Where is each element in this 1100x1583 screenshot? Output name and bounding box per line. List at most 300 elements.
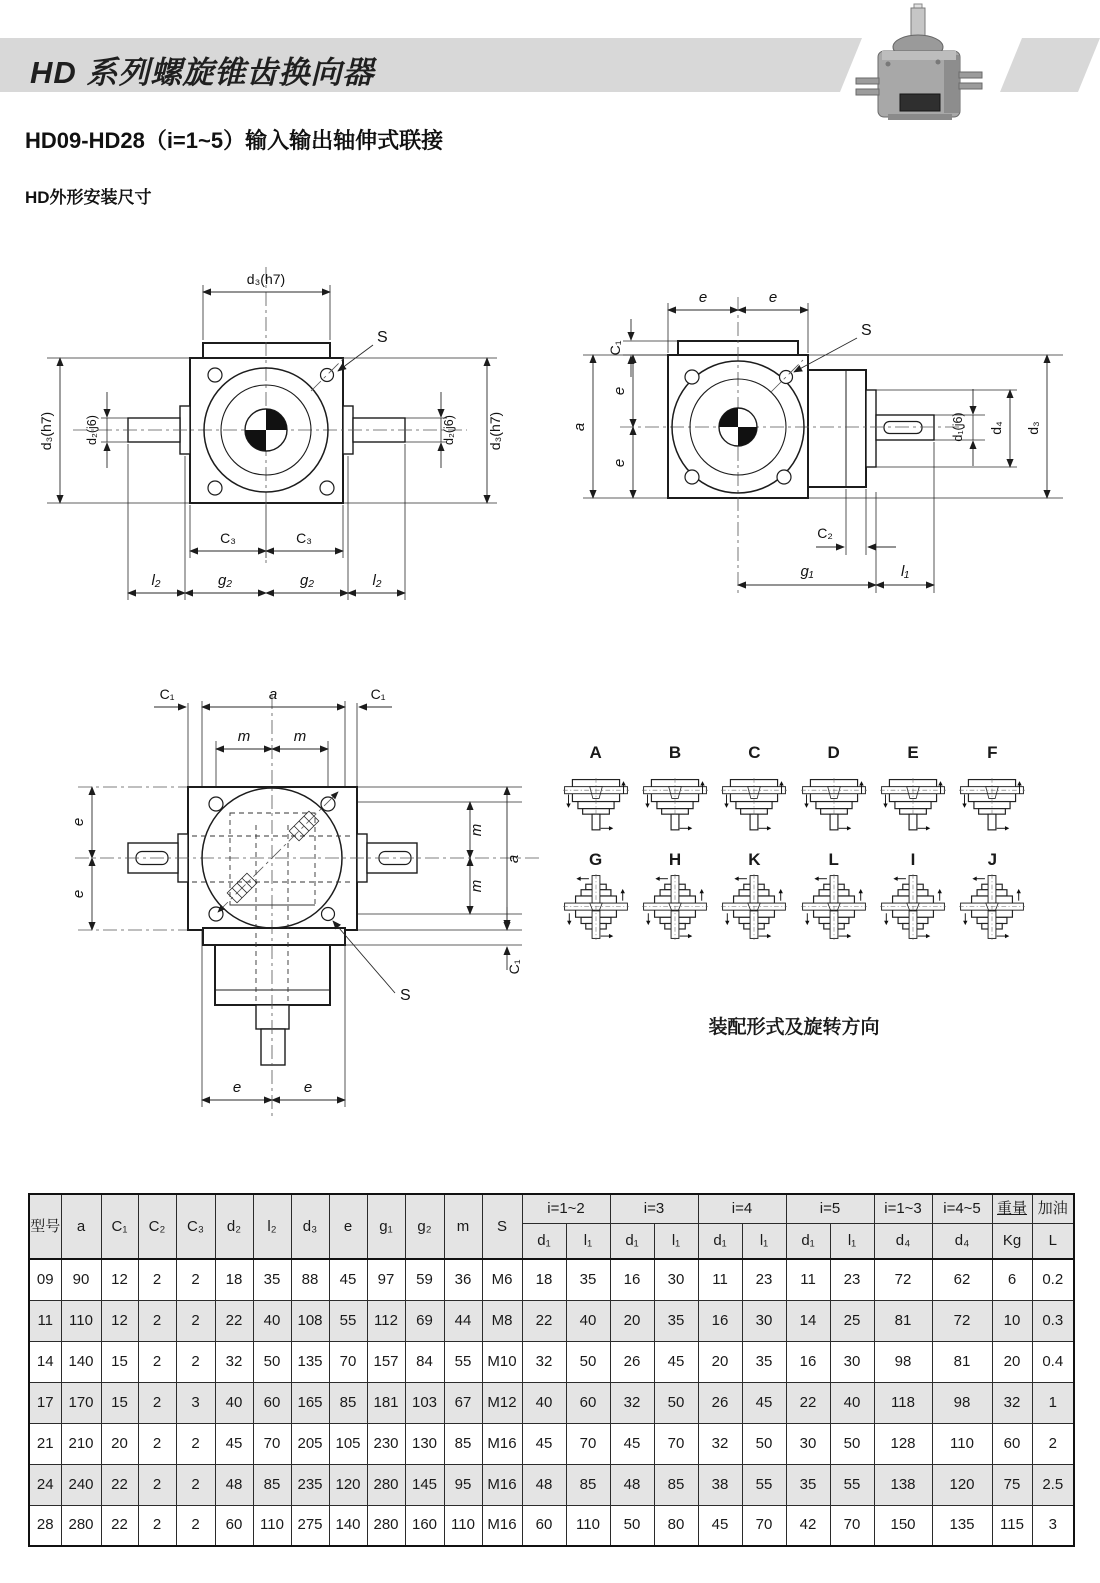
- table-cell: 80: [654, 1505, 698, 1546]
- assembly-letter: B: [668, 743, 682, 762]
- assembly-cell-I: [880, 849, 946, 944]
- table-cell: 32: [698, 1423, 742, 1464]
- assembly-letter: K: [748, 850, 761, 869]
- assembly-cell-D: [801, 742, 867, 837]
- table-cell: 40: [566, 1300, 610, 1341]
- table-cell: 44: [444, 1300, 482, 1341]
- dim-label-c1-top-left: C₁: [159, 686, 175, 702]
- table-cell: 18: [215, 1259, 253, 1300]
- table-cell: 60: [566, 1382, 610, 1423]
- dim-label-l1: l₁: [900, 563, 910, 580]
- col-header: m: [444, 1194, 482, 1259]
- table-row: [29, 1505, 1074, 1546]
- sub-header: d₁: [522, 1224, 566, 1260]
- table-cell: 11: [786, 1259, 830, 1300]
- dim-label-d4: d₄: [988, 421, 1004, 435]
- section-label: HD外形安装尺寸: [25, 188, 152, 207]
- table-cell: 2: [1032, 1423, 1074, 1464]
- table-cell: 2: [176, 1464, 215, 1505]
- assembly-letter: E: [907, 743, 919, 762]
- table-cell: 17: [29, 1382, 61, 1423]
- table-cell: 32: [992, 1382, 1032, 1423]
- assembly-cell-E: [880, 742, 946, 837]
- assembly-schematic: [801, 763, 867, 837]
- dim-label-d3-left: d₃(h7): [38, 411, 54, 451]
- assembly-grid: [556, 742, 1032, 944]
- table-cell: 15: [101, 1382, 138, 1423]
- table-cell: 48: [215, 1464, 253, 1505]
- assembly-letter: A: [589, 743, 602, 762]
- table-cell: 48: [522, 1464, 566, 1505]
- assembly-schematic: [959, 763, 1025, 837]
- table-cell: 85: [654, 1464, 698, 1505]
- assembly-letter: C: [748, 743, 761, 762]
- table-cell: 18: [522, 1259, 566, 1300]
- dim-label-l2-right: l₂: [372, 572, 382, 589]
- table-cell: 62: [932, 1259, 992, 1300]
- assembly-letter: F: [987, 743, 998, 762]
- table-cell: 55: [830, 1464, 874, 1505]
- sub-header: l₁: [830, 1224, 874, 1260]
- sub-header: d₁: [610, 1224, 654, 1260]
- table-cell: 3: [1032, 1505, 1074, 1546]
- dim-label-plug: S: [377, 329, 388, 346]
- table-cell: 98: [932, 1382, 992, 1423]
- dim-label-c3-right: C₃: [296, 530, 312, 546]
- dim-label-plug: S: [400, 987, 411, 1004]
- table-cell: 90: [61, 1259, 101, 1300]
- table-cell: 69: [405, 1300, 444, 1341]
- assembly-cell-A: [563, 742, 629, 837]
- dim-label-d3: d₃: [1025, 421, 1041, 435]
- dim-label-e-left-upper: e: [611, 386, 628, 396]
- spec-table: [28, 1193, 1075, 1547]
- dim-label-d1: d₁(j6): [951, 412, 965, 442]
- table-cell: 85: [253, 1464, 291, 1505]
- col-header: C₂: [138, 1194, 176, 1259]
- table-cell: 85: [329, 1382, 367, 1423]
- table-cell: 35: [654, 1300, 698, 1341]
- dim-label-e-bottom-left: e: [232, 1079, 242, 1096]
- table-row: [29, 1259, 1074, 1300]
- table-cell: M6: [482, 1259, 522, 1300]
- group-header: i=3: [610, 1194, 698, 1224]
- table-cell: 0.3: [1032, 1300, 1074, 1341]
- table-cell: 0.2: [1032, 1259, 1074, 1300]
- table-cell: 110: [61, 1300, 101, 1341]
- col-header: e: [329, 1194, 367, 1259]
- side-view-drawing: [565, 245, 1095, 617]
- assembly-cell-F: [959, 742, 1025, 837]
- table-cell: 85: [444, 1423, 482, 1464]
- table-cell: 140: [61, 1341, 101, 1382]
- table-cell: 14: [786, 1300, 830, 1341]
- group-header: i=4~5: [932, 1194, 992, 1224]
- table-cell: 2: [176, 1423, 215, 1464]
- table-cell: 115: [992, 1505, 1032, 1546]
- table-cell: 72: [874, 1259, 932, 1300]
- table-cell: 2: [176, 1505, 215, 1546]
- table-cell: 72: [932, 1300, 992, 1341]
- table-cell: 81: [932, 1341, 992, 1382]
- table-cell: 2: [176, 1341, 215, 1382]
- table-cell: 20: [101, 1423, 138, 1464]
- table-cell: 16: [698, 1300, 742, 1341]
- assembly-schematic: [563, 763, 629, 837]
- product-photo: [848, 2, 993, 128]
- table-cell: 2: [138, 1259, 176, 1300]
- table-cell: 110: [566, 1505, 610, 1546]
- table-cell: 70: [566, 1423, 610, 1464]
- table-cell: 22: [786, 1382, 830, 1423]
- table-cell: 2: [176, 1300, 215, 1341]
- table-cell: 135: [932, 1505, 992, 1546]
- table-cell: 45: [654, 1341, 698, 1382]
- table-cell: 50: [654, 1382, 698, 1423]
- table-cell: 30: [742, 1300, 786, 1341]
- assembly-schematic: [642, 763, 708, 837]
- dim-label-plug: S: [861, 322, 872, 339]
- sub-header: l₁: [566, 1224, 610, 1260]
- table-cell: 32: [522, 1341, 566, 1382]
- table-cell: 181: [367, 1382, 405, 1423]
- table-cell: 22: [101, 1464, 138, 1505]
- assembly-cell-C: [721, 742, 787, 837]
- table-row: [29, 1464, 1074, 1505]
- table-row: [29, 1382, 1074, 1423]
- table-cell: 16: [610, 1259, 654, 1300]
- table-cell: M16: [482, 1423, 522, 1464]
- assembly-letter: D: [827, 743, 840, 762]
- table-cell: M12: [482, 1382, 522, 1423]
- table-cell: 45: [522, 1423, 566, 1464]
- table-cell: 30: [830, 1341, 874, 1382]
- assembly-schematic: [801, 870, 867, 944]
- front-view-drawing: [35, 245, 540, 615]
- table-cell: 20: [698, 1341, 742, 1382]
- table-cell: 12: [101, 1300, 138, 1341]
- assembly-schematic: [959, 870, 1025, 944]
- table-cell: 22: [101, 1505, 138, 1546]
- table-cell: 150: [874, 1505, 932, 1546]
- table-cell: 3: [176, 1382, 215, 1423]
- col-header: S: [482, 1194, 522, 1259]
- table-cell: 55: [444, 1341, 482, 1382]
- col-header: g₁: [367, 1194, 405, 1259]
- table-cell: 35: [786, 1464, 830, 1505]
- table-cell: 0.4: [1032, 1341, 1074, 1382]
- table-cell: 36: [444, 1259, 482, 1300]
- assembly-cell-H: [642, 849, 708, 944]
- table-cell: 105: [329, 1423, 367, 1464]
- assembly-schematic: [880, 763, 946, 837]
- col-header: C₃: [176, 1194, 215, 1259]
- assembly-cell-L: [801, 849, 867, 944]
- table-cell: 59: [405, 1259, 444, 1300]
- sub-header: d₄: [874, 1224, 932, 1260]
- table-cell: 2: [176, 1259, 215, 1300]
- dim-label-d3-right: d₃(h7): [487, 411, 503, 451]
- dim-label-m-right-upper: m: [468, 823, 485, 837]
- assembly-letter: G: [589, 850, 603, 869]
- table-cell: 170: [61, 1382, 101, 1423]
- dim-label-m-top-right: m: [293, 728, 307, 745]
- table-cell: 84: [405, 1341, 444, 1382]
- table-cell: M8: [482, 1300, 522, 1341]
- table-cell: 09: [29, 1259, 61, 1300]
- table-cell: 24: [29, 1464, 61, 1505]
- table-cell: 88: [291, 1259, 329, 1300]
- table-cell: 205: [291, 1423, 329, 1464]
- table-cell: 67: [444, 1382, 482, 1423]
- table-cell: 28: [29, 1505, 61, 1546]
- group-header: i=5: [786, 1194, 874, 1224]
- group-header: i=4: [698, 1194, 786, 1224]
- assembly-cell-K: [721, 849, 787, 944]
- table-cell: 40: [253, 1300, 291, 1341]
- table-cell: 145: [405, 1464, 444, 1505]
- table-cell: 240: [61, 1464, 101, 1505]
- table-cell: 35: [742, 1341, 786, 1382]
- col-header: 型号: [29, 1194, 61, 1259]
- table-cell: 45: [610, 1423, 654, 1464]
- assembly-caption: 装配形式及旋转方向: [708, 1017, 880, 1038]
- table-cell: M16: [482, 1464, 522, 1505]
- dim-label-m-right-lower: m: [468, 879, 485, 893]
- col-header: a: [61, 1194, 101, 1259]
- table-cell: 165: [291, 1382, 329, 1423]
- table-cell: 6: [992, 1259, 1032, 1300]
- sub-header: L: [1032, 1224, 1074, 1260]
- dim-label-e-top-right: e: [768, 289, 778, 306]
- table-cell: 2: [138, 1464, 176, 1505]
- col-header: l₂: [253, 1194, 291, 1259]
- table-row: [29, 1341, 1074, 1382]
- group-header: 加油: [1032, 1194, 1074, 1224]
- assembly-letter: J: [987, 850, 998, 869]
- gearbox-body: [128, 787, 417, 1065]
- table-cell: 55: [742, 1464, 786, 1505]
- table-cell: 45: [215, 1423, 253, 1464]
- table-cell: 160: [405, 1505, 444, 1546]
- table-cell: 110: [932, 1423, 992, 1464]
- table-cell: 23: [742, 1259, 786, 1300]
- table-cell: M10: [482, 1341, 522, 1382]
- table-cell: 10: [992, 1300, 1032, 1341]
- sub-header: d₁: [786, 1224, 830, 1260]
- table-cell: 118: [874, 1382, 932, 1423]
- table-cell: 60: [522, 1505, 566, 1546]
- col-header: d₂: [215, 1194, 253, 1259]
- table-cell: 14: [29, 1341, 61, 1382]
- table-row: [29, 1300, 1074, 1341]
- table-cell: 103: [405, 1382, 444, 1423]
- table-cell: 130: [405, 1423, 444, 1464]
- table-cell: 50: [253, 1341, 291, 1382]
- sub-header: l₁: [654, 1224, 698, 1260]
- table-cell: 138: [874, 1464, 932, 1505]
- assembly-schematic: [642, 870, 708, 944]
- dim-label-a-right: a: [505, 854, 522, 864]
- table-cell: 85: [566, 1464, 610, 1505]
- table-cell: 22: [215, 1300, 253, 1341]
- table-cell: 45: [742, 1382, 786, 1423]
- table-cell: 1: [1032, 1382, 1074, 1423]
- table-cell: 12: [101, 1259, 138, 1300]
- table-cell: 2: [138, 1341, 176, 1382]
- assembly-schematic: [721, 763, 787, 837]
- table-cell: 32: [610, 1382, 654, 1423]
- table-cell: 140: [329, 1505, 367, 1546]
- table-row: [29, 1423, 1074, 1464]
- assembly-cell-J: [959, 849, 1025, 944]
- assembly-letter: L: [828, 850, 839, 869]
- table-cell: 60: [992, 1423, 1032, 1464]
- table-cell: 11: [698, 1259, 742, 1300]
- oil-plug: [322, 908, 335, 921]
- table-cell: 157: [367, 1341, 405, 1382]
- sub-header: d₄: [932, 1224, 992, 1260]
- table-cell: 95: [444, 1464, 482, 1505]
- table-cell: 20: [992, 1341, 1032, 1382]
- table-cell: 70: [830, 1505, 874, 1546]
- table-cell: 2.5: [1032, 1464, 1074, 1505]
- table-cell: 50: [566, 1341, 610, 1382]
- table-cell: 120: [329, 1464, 367, 1505]
- dim-label-e-left-lower: e: [611, 458, 628, 468]
- table-cell: 2: [138, 1505, 176, 1546]
- table-cell: 235: [291, 1464, 329, 1505]
- table-cell: 280: [367, 1464, 405, 1505]
- table-cell: 110: [444, 1505, 482, 1546]
- dim-label-g1: g₁: [800, 563, 814, 580]
- table-cell: 30: [786, 1423, 830, 1464]
- table-cell: 42: [786, 1505, 830, 1546]
- table-cell: 2: [138, 1382, 176, 1423]
- assembly-cell-G: [563, 849, 629, 944]
- assembly-cell-B: [642, 742, 708, 837]
- dim-label-d3-top: d₃(h7): [246, 271, 286, 287]
- table-cell: 25: [830, 1300, 874, 1341]
- dim-label-a-top: a: [268, 686, 278, 703]
- sub-header: l₁: [742, 1224, 786, 1260]
- three-shaft-view-drawing: [70, 655, 550, 1123]
- table-cell: 230: [367, 1423, 405, 1464]
- dim-label-l2-left: l₂: [151, 572, 161, 589]
- table-cell: 75: [992, 1464, 1032, 1505]
- assembly-letter: I: [910, 850, 916, 869]
- table-cell: 48: [610, 1464, 654, 1505]
- assembly-letter: H: [668, 850, 682, 869]
- table-cell: 45: [329, 1259, 367, 1300]
- assembly-schematic: [880, 870, 946, 944]
- table-cell: 32: [215, 1341, 253, 1382]
- assembly-schematic: [721, 870, 787, 944]
- table-cell: 35: [566, 1259, 610, 1300]
- table-cell: 40: [830, 1382, 874, 1423]
- dim-label-e-bottom-right: e: [303, 1079, 313, 1096]
- table-cell: 21: [29, 1423, 61, 1464]
- col-header: g₂: [405, 1194, 444, 1259]
- table-cell: 26: [610, 1341, 654, 1382]
- table-cell: 110: [253, 1505, 291, 1546]
- table-cell: 15: [101, 1341, 138, 1382]
- table-cell: 81: [874, 1300, 932, 1341]
- dim-label-d2-right: d₂(j6): [442, 415, 456, 445]
- dim-label-e-left-lower: e: [70, 889, 87, 899]
- table-cell: 128: [874, 1423, 932, 1464]
- table-cell: 98: [874, 1341, 932, 1382]
- dim-label-a: a: [571, 422, 588, 432]
- dim-label-c1-top-right: C₁: [370, 686, 386, 702]
- table-cell: 50: [610, 1505, 654, 1546]
- table-cell: 22: [522, 1300, 566, 1341]
- table-cell: 280: [61, 1505, 101, 1546]
- dim-label-e-top-left: e: [698, 289, 708, 306]
- dim-label-g2-left: g₂: [217, 572, 233, 589]
- group-header: i=1~3: [874, 1194, 932, 1224]
- table-cell: 20: [610, 1300, 654, 1341]
- dim-label-e-left-upper: e: [70, 817, 87, 827]
- col-header: d₃: [291, 1194, 329, 1259]
- dim-label-c1-right-bottom: C₁: [506, 959, 522, 975]
- sub-header: Kg: [992, 1224, 1032, 1260]
- table-cell: 280: [367, 1505, 405, 1546]
- subtitle: HD09-HD28（i=1~5）输入输出轴伸式联接: [25, 128, 444, 153]
- sub-header: d₁: [698, 1224, 742, 1260]
- table-cell: 23: [830, 1259, 874, 1300]
- table-cell: 210: [61, 1423, 101, 1464]
- table-cell: 275: [291, 1505, 329, 1546]
- table-cell: 97: [367, 1259, 405, 1300]
- table-cell: M16: [482, 1505, 522, 1546]
- table-cell: 40: [215, 1382, 253, 1423]
- dim-label-g2-right: g₂: [299, 572, 315, 589]
- table-cell: 112: [367, 1300, 405, 1341]
- table-cell: 38: [698, 1464, 742, 1505]
- table-cell: 35: [253, 1259, 291, 1300]
- table-cell: 135: [291, 1341, 329, 1382]
- table-cell: 70: [654, 1423, 698, 1464]
- table-cell: 55: [329, 1300, 367, 1341]
- dim-label-c1: C₁: [607, 340, 623, 356]
- table-cell: 70: [329, 1341, 367, 1382]
- table-cell: 60: [253, 1382, 291, 1423]
- table-cell: 2: [138, 1300, 176, 1341]
- group-header: i=1~2: [522, 1194, 610, 1224]
- dim-label-c2: C₂: [817, 525, 833, 541]
- group-header: 重量: [992, 1194, 1032, 1224]
- table-cell: 108: [291, 1300, 329, 1341]
- header-banner-accent: [1000, 38, 1100, 92]
- table-cell: 26: [698, 1382, 742, 1423]
- dim-label-m-top-left: m: [237, 728, 251, 745]
- table-cell: 120: [932, 1464, 992, 1505]
- page-title: HD 系列螺旋锥齿换向器: [30, 55, 375, 90]
- table-cell: 40: [522, 1382, 566, 1423]
- assembly-schematic: [563, 870, 629, 944]
- table-cell: 70: [253, 1423, 291, 1464]
- dim-label-c3-left: C₃: [220, 530, 236, 546]
- table-cell: 50: [830, 1423, 874, 1464]
- col-header: C₁: [101, 1194, 138, 1259]
- table-cell: 2: [138, 1423, 176, 1464]
- table-cell: 70: [742, 1505, 786, 1546]
- table-cell: 11: [29, 1300, 61, 1341]
- table-cell: 16: [786, 1341, 830, 1382]
- gearbox-body: [668, 341, 934, 498]
- table-cell: 30: [654, 1259, 698, 1300]
